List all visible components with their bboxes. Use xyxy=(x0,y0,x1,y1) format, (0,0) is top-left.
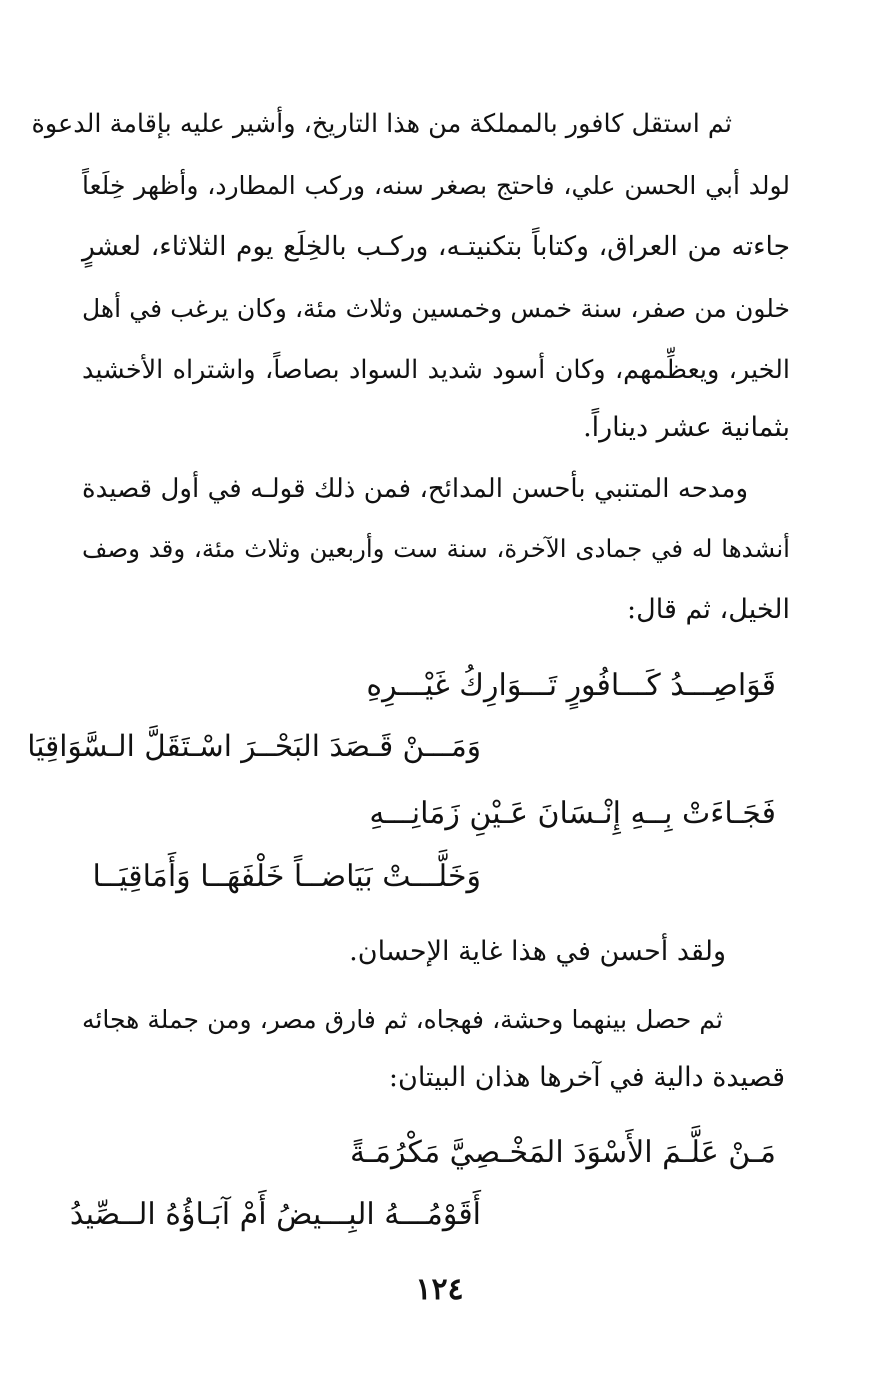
paragraph-3: ولقد أحسن في هذا غاية الإحسان. xyxy=(349,936,726,967)
poem-2-verse-2: أَقَوْمُـــهُ البِـــيضُ أَمْ آبَـاؤُهُ الــصِّيدُ xyxy=(69,1197,481,1232)
paragraph-4-line-2: قصيدة دالية في آخرها هذان البيتان: xyxy=(388,1062,785,1093)
paragraph-1-line-3: جاءته من العراق، وكتاباً بتكنيتـه، وركـب بالخِلَع يوم الثلاثاء، لعشرٍ xyxy=(82,231,790,262)
paragraph-4-line-1: ثم حصل بينهما وحشة، فهجاه، ثم فارق مصر، ومن جملة هجائه xyxy=(82,1005,723,1034)
paragraph-1-line-4: خلون من صفر، سنة خمس وخمسين وثلاث مئة، وكان يرغب في أهل xyxy=(82,294,790,323)
poem-1-verse-2: وَمَـــنْ قَـصَدَ البَحْــرَ اسْـتَقَلَّ الـسَّوَاقِيَا xyxy=(27,729,481,763)
paragraph-1-line-6: بثمانية عشر ديناراً. xyxy=(583,412,790,443)
poem-1-verse-1: قَوَاصِـــدُ كَـــافُورٍ تَـــوَارِكُ غَيْـــرِهِ xyxy=(366,668,776,703)
poem-2-verse-1: مَـنْ عَلَّـمَ الأَسْوَدَ المَخْـصِيَّ مَكْرُمَـةً xyxy=(350,1135,776,1170)
paragraph-2-line-2: أنشدها له في جمادى الآخرة، سنة ست وأربعين وثلاث مئة، وقد وصف xyxy=(82,534,790,563)
paragraph-2-line-1: ومدحه المتنبي بأحسن المدائح، فمن ذلك قولـه في أول قصيدة xyxy=(82,474,748,504)
paragraph-2-line-3: الخيل، ثم قال: xyxy=(627,594,790,625)
paragraph-1-line-1: ثم استقل كافور بالمملكة من هذا التاريخ، وأشير عليه بإقامة الدعوة xyxy=(31,109,732,139)
paragraph-1-line-5: الخير، ويعظِّمهم، وكان أسود شديد السواد بصاصاً، واشتراه الأخشيد xyxy=(82,355,790,385)
poem-1-verse-4: وَخَلَّـــتْ بَيَاضــاً خَلْفَهَــا وَأَمَاقِيَــا xyxy=(92,859,481,894)
paragraph-1-line-2: لولد أبي الحسن علي، فاحتج بصغر سنه، وركب المطارد، وأظهر خِلَعاً xyxy=(82,171,790,200)
page-number: ١٢٤ xyxy=(415,1272,464,1307)
poem-1-verse-3: فَجَـاءَتْ بِــهِ إِنْـسَانَ عَـيْنِ زَمَانِـــهِ xyxy=(369,796,776,831)
